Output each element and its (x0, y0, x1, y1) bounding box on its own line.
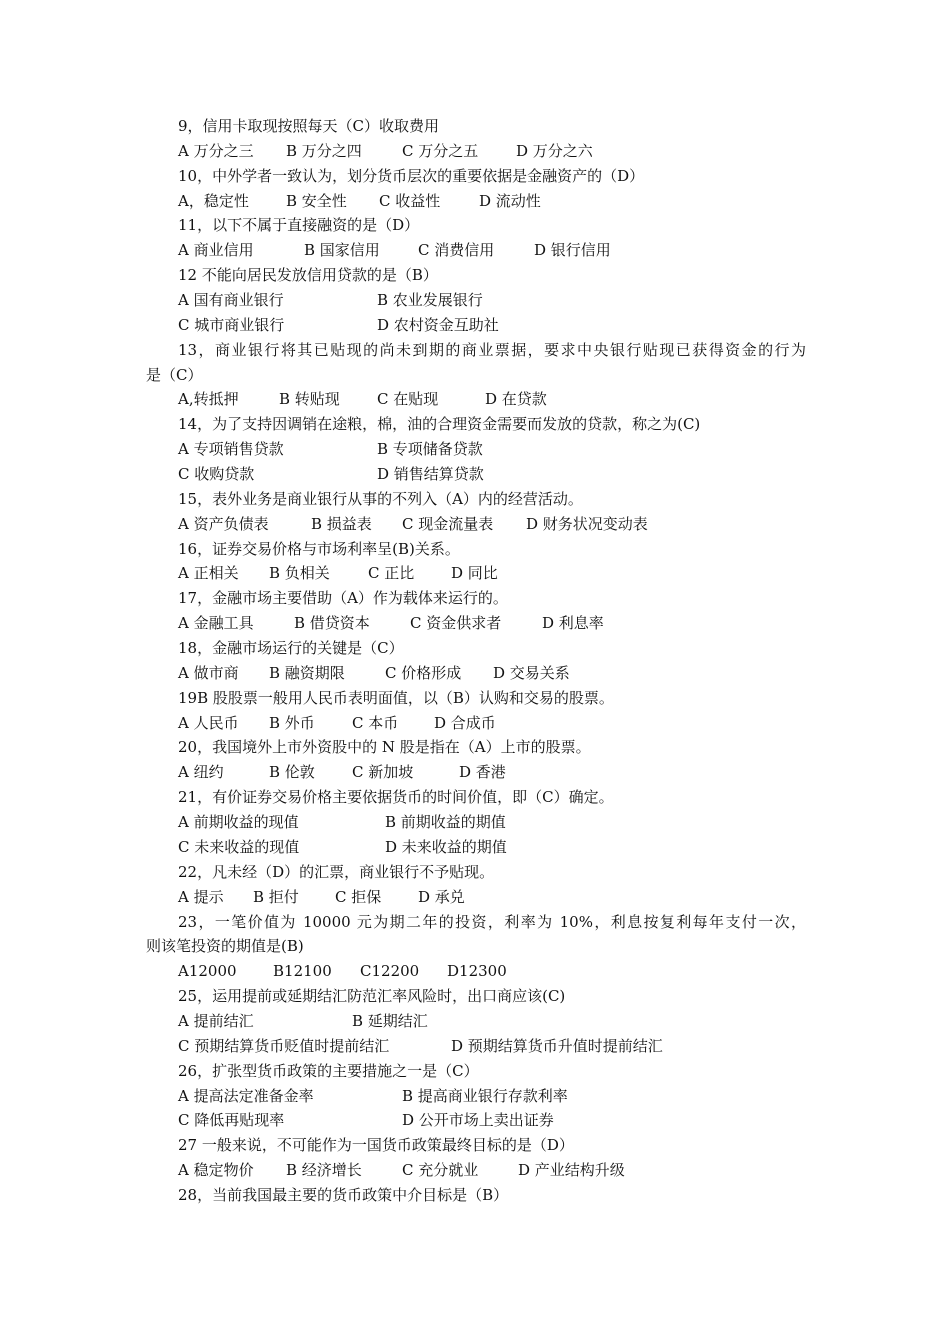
question-line: 11，以下不属于直接融资的是（D） (178, 216, 420, 235)
question-line: 23，一笔价值为 10000 元为期二年的投资，利率为 10%，利息按复利每年支付一次， (178, 912, 806, 931)
options-line (146, 885, 806, 910)
question-line: 18，金融市场运行的关键是（C） (178, 639, 404, 658)
answer-option: A 专项销售贷款 (178, 440, 284, 459)
question-line: 16，证券交易价格与市场利率呈(B)关系。 (178, 539, 460, 558)
options-line (146, 959, 806, 984)
options-line (146, 661, 806, 686)
answer-option: C 正比 (368, 564, 415, 583)
question-line: 13，商业银行将其已贴现的尚未到期的商业票据，要求中央银行贴现已获得资金的行为 (178, 340, 806, 359)
options-line (146, 1009, 806, 1034)
answer-option: A 提示 (178, 887, 224, 906)
options-line (146, 711, 806, 736)
options-line (146, 760, 806, 785)
options-line (146, 238, 806, 263)
answer-option: D 公开市场上卖出证券 (402, 1111, 554, 1130)
answer-option: D 交易关系 (493, 663, 570, 682)
answer-option: C 收购贷款 (178, 465, 255, 484)
options-line (146, 189, 806, 214)
answer-option: C 预期结算货币贬值时提前结汇 (178, 1036, 390, 1055)
question-line: 14，为了支持因调销在途粮，棉，油的合理资金需要而发放的贷款，称之为(C) (178, 415, 701, 434)
answer-option: B 负相关 (269, 564, 330, 583)
answer-option: D 预期结算货币升值时提前结汇 (451, 1036, 663, 1055)
question-line: 19B 股股票一般用人民币表明面值，以（B）认购和交易的股票。 (178, 688, 614, 707)
question-line: 15，表外业务是商业银行从事的不列入（A）内的经营活动。 (178, 489, 583, 508)
answer-option: D 农村资金互助社 (377, 315, 499, 334)
answer-option: B12100 (273, 962, 332, 981)
answer-option: B 融资期限 (269, 663, 345, 682)
options-line (146, 288, 806, 313)
answer-option: B 损益表 (311, 514, 372, 533)
answer-option: A,转抵押 (178, 390, 239, 409)
answer-option: B 转贴现 (279, 390, 340, 409)
answer-option: A 国有商业银行 (178, 291, 284, 310)
options-line (146, 1034, 806, 1059)
options-line (146, 810, 806, 835)
answer-option: B 专项储备贷款 (377, 440, 483, 459)
answer-option: B 国家信用 (304, 241, 380, 260)
question-line: 9，信用卡取现按照每天（C）收取费用 (178, 117, 440, 135)
answer-option: D 销售结算贷款 (377, 465, 484, 484)
answer-option: B 农业发展银行 (377, 291, 483, 310)
answer-option: C 拒保 (335, 887, 382, 906)
answer-option: B 提高商业银行存款利率 (402, 1086, 568, 1105)
answer-option: B 安全性 (286, 191, 347, 210)
options-line (146, 1084, 806, 1109)
answer-option: C 降低再贴现率 (178, 1111, 285, 1130)
question-line: 12 不能向居民发放信用贷款的是（B） (178, 266, 438, 285)
question-line: 17，金融市场主要借助（A）作为载体来运行的。 (178, 589, 508, 608)
answer-option: D 未来收益的期值 (385, 837, 507, 856)
answer-option: A 做市商 (178, 663, 239, 682)
answer-option: C 价格形成 (385, 663, 462, 682)
answer-option: C 新加坡 (352, 763, 414, 782)
answer-option: D 香港 (459, 763, 506, 782)
answer-option: B 借贷资本 (294, 614, 370, 633)
answer-option: D 财务状况变动表 (526, 514, 648, 533)
answer-option: D 同比 (451, 564, 498, 583)
question-line: 10，中外学者一致认为，划分货币层次的重要依据是金融资产的（D） (178, 166, 645, 185)
answer-option: B 延期结汇 (352, 1011, 428, 1030)
answer-option: B 拒付 (253, 887, 299, 906)
question-line: 25，运用提前或延期结汇防范汇率风险时，出口商应该(C) (178, 987, 566, 1006)
answer-option: C 收益性 (379, 191, 441, 210)
options-line (146, 437, 806, 462)
answer-option: A 正相关 (178, 564, 239, 583)
answer-option: A 商业信用 (178, 241, 254, 260)
question-line: 28，当前我国最主要的货币政策中介目标是（B） (178, 1185, 509, 1204)
options-line (146, 561, 806, 586)
answer-option: C 未来收益的现值 (178, 837, 300, 856)
answer-option: C 在贴现 (377, 390, 439, 409)
answer-option: A 人民币 (178, 713, 239, 732)
answer-option: A 稳定物价 (178, 1161, 254, 1180)
answer-option: C 本币 (352, 713, 399, 732)
question-line: 21，有价证券交易价格主要依据货币的时间价值，即（C）确定。 (178, 788, 614, 807)
answer-option: B 万分之四 (286, 141, 362, 160)
options-line (146, 313, 806, 338)
answer-option: A，稳定性 (178, 191, 249, 210)
answer-option: D 在贷款 (485, 390, 547, 409)
options-line (146, 1158, 806, 1183)
answer-option: A 前期收益的现值 (178, 813, 299, 832)
options-line (146, 462, 806, 487)
answer-option: C 万分之五 (402, 141, 479, 160)
answer-option: D 合成币 (434, 713, 496, 732)
options-line (146, 387, 806, 412)
answer-option: A 提高法定准备金率 (178, 1086, 314, 1105)
answer-option: A 资产负债表 (178, 514, 269, 533)
answer-option: D 承兑 (418, 887, 465, 906)
question-continuation-line: 是（C） (146, 365, 203, 384)
answer-option: A 金融工具 (178, 614, 254, 633)
answer-option: D 银行信用 (534, 241, 611, 260)
question-line: 20，我国境外上市外资股中的 N 股是指在（A）上市的股票。 (178, 738, 591, 757)
answer-option: C 资金供求者 (410, 614, 502, 633)
answer-option: C 城市商业银行 (178, 315, 285, 334)
answer-option: C12200 (360, 962, 420, 981)
options-line (146, 1108, 806, 1133)
answer-option: B 外币 (269, 713, 315, 732)
question-line: 27 一般来说，不可能作为一国货币政策最终目标的是（D） (178, 1136, 574, 1155)
answer-option: B 前期收益的期值 (385, 813, 506, 832)
question-line: 26，扩张型货币政策的主要措施之一是（C） (178, 1061, 479, 1080)
options-line (146, 835, 806, 860)
answer-option: D12300 (447, 962, 507, 981)
options-line (146, 611, 806, 636)
options-line (146, 512, 806, 537)
answer-option: C 现金流量表 (402, 514, 494, 533)
answer-option: D 万分之六 (516, 141, 593, 160)
answer-option: D 产业结构升级 (518, 1161, 625, 1180)
answer-option: A 提前结汇 (178, 1011, 254, 1030)
answer-option: C 充分就业 (402, 1161, 479, 1180)
document-body (146, 114, 806, 1208)
answer-option: C 消费信用 (418, 241, 495, 260)
question-continuation-line: 则该笔投资的期值是(B) (146, 937, 304, 956)
question-line: 22，凡未经（D）的汇票，商业银行不予贴现。 (178, 862, 495, 881)
answer-option: B 伦敦 (269, 763, 315, 782)
answer-option: A12000 (178, 962, 237, 981)
answer-option: D 利息率 (542, 614, 604, 633)
answer-option: A 万分之三 (178, 141, 254, 160)
answer-option: D 流动性 (479, 191, 541, 210)
answer-option: B 经济增长 (286, 1161, 362, 1180)
answer-option: A 纽约 (178, 763, 224, 782)
options-line (146, 139, 806, 164)
